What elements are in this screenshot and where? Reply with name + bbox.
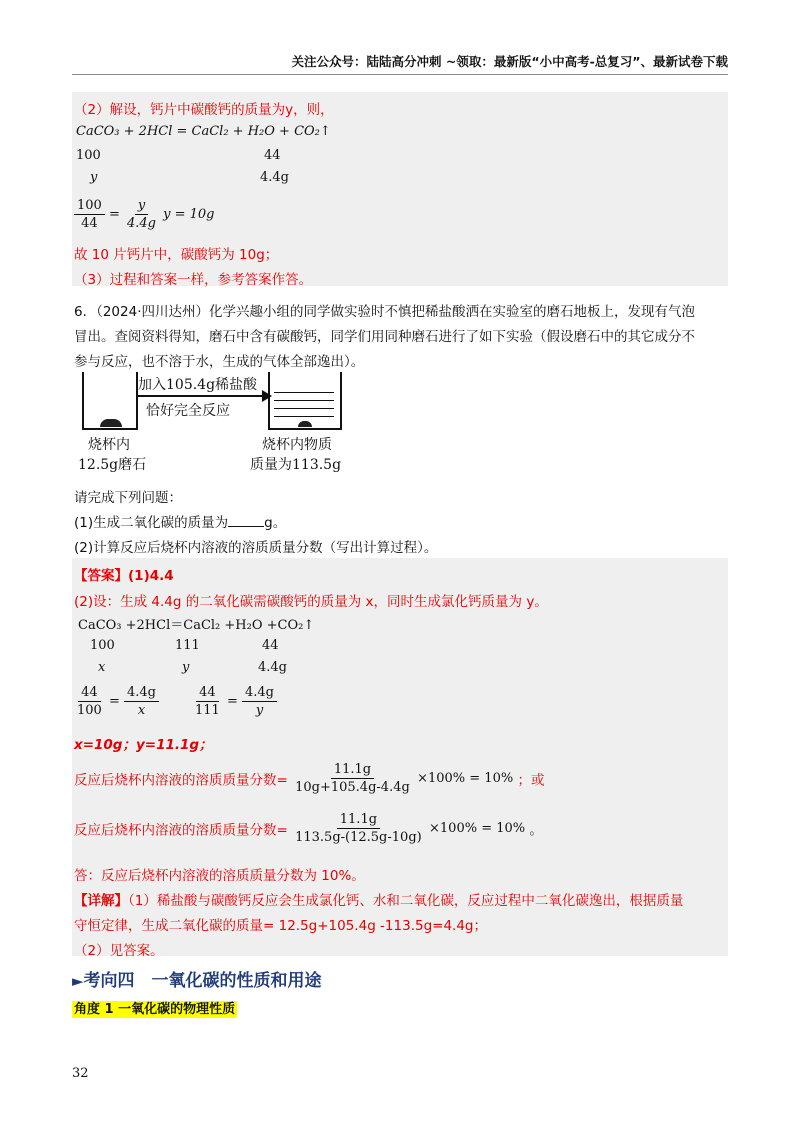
calc1-or: ；或 <box>517 772 545 789</box>
q6-prompt: 请完成下列问题： <box>74 490 182 506</box>
calc2-num: 11.1g <box>337 812 380 829</box>
subsection-heading <box>72 998 237 1017</box>
prev-result: y = 10g <box>163 207 215 222</box>
residue-pile <box>298 421 312 427</box>
answer-equation: CaCO₃ +2HCl＝CaCl₂ +H₂O +CO₂↑ <box>78 618 315 633</box>
ans-mass-100: 100 <box>90 638 115 653</box>
right-label-1: 烧杯内物质 <box>262 437 332 453</box>
ans-var-x: x <box>98 660 106 675</box>
ans-mass-44: 44 <box>262 638 279 653</box>
liquid-lines <box>274 388 334 418</box>
fd-den: y <box>255 703 264 718</box>
header-divider <box>72 74 728 75</box>
answer-line2: (2)设：生成 4.4g 的二氧化碳需碳酸钙的质量为 x，同时生成氯化钙质量为 y。 <box>74 594 548 610</box>
right-label-2: 质量为113.5g <box>250 457 342 473</box>
subsection-title: 角度 1 一氧化碳的物理性质 <box>74 1002 236 1017</box>
reaction-arrow <box>136 395 266 397</box>
page-number: 32 <box>72 1066 89 1081</box>
left-label-2: 12.5g磨石 <box>78 457 147 473</box>
detail-text1: （1）稀盐酸与碳酸钙反应会生成氯化钙、水和二氧化碳，反应过程中二氧化碳逸出，根据质量 <box>128 893 684 909</box>
calc1-fraction <box>292 762 413 795</box>
left-beaker <box>82 372 138 430</box>
q6-sub2: (2)计算反应后烧杯内溶液的溶质质量分数（写出计算过程）。 <box>74 540 438 556</box>
fc-den: 111 <box>195 703 220 718</box>
calc1-tail: ×100% = 10% <box>417 771 514 786</box>
q6-sub1 <box>74 511 286 531</box>
prev-equation: CaCO₃ + 2HCl = CaCl₂ + H₂O + CO₂↑ <box>76 124 331 139</box>
detail-line3: （2）见答案。 <box>74 943 164 959</box>
answer-final: 答：反应后烧杯内溶液的溶质质量分数为 10%。 <box>74 868 365 884</box>
fb-den: x <box>137 703 146 718</box>
calc1-num: 11.1g <box>331 762 374 779</box>
answer-tag: 【答案】 <box>74 568 128 584</box>
q6-line2: 冒出。查阅资料得知，磨石中含有碳酸钙，同学们用同种磨石进行了如下实验（假设磨石中的其它成分不 <box>74 329 695 345</box>
arrow-bottom-label: 恰好完全反应 <box>146 403 230 419</box>
ans-mass-111: 111 <box>175 638 200 653</box>
section-marker-icon: ► <box>72 972 84 990</box>
detail-line2: 守恒定律，生成二氧化碳的质量= 12.5g+105.4g -113.5g=4.4g； <box>74 918 487 934</box>
prev-frac1-den: 44 <box>81 216 98 231</box>
fb-num: 4.4g <box>124 685 159 702</box>
prev-mass-100: 100 <box>76 148 101 163</box>
fa-num: 44 <box>78 685 101 702</box>
prev-part2-line: （2）解设，钙片中碳酸钙的质量为y，则， <box>74 102 334 118</box>
experiment-diagram <box>74 370 374 480</box>
prev-var-y: y <box>90 170 98 185</box>
prev-part3: （3）过程和答案一样，参考答案作答。 <box>74 272 313 288</box>
prev-mass-44: 44 <box>264 148 281 163</box>
proportion-y: $\frac{44}{111}$ = $\frac{4.4g}{y}$ <box>192 685 277 718</box>
calc-line-2 <box>74 812 542 845</box>
prev-frac2-num: y <box>135 198 148 215</box>
detail-line1 <box>74 889 683 909</box>
calc-line-1 <box>74 762 545 795</box>
fd-num: 4.4g <box>242 685 277 702</box>
calc2-end: 。 <box>529 823 543 838</box>
marble-pile <box>100 419 122 427</box>
answer-blank <box>228 514 264 527</box>
section-title: 考向四 一氧化碳的性质和用途 <box>83 971 322 991</box>
prev-frac2-den: 4.4g <box>127 216 156 231</box>
calc2-fraction <box>292 812 425 845</box>
fc-num: 44 <box>196 685 219 702</box>
q6-sub1-after: g。 <box>264 515 287 531</box>
calc1-label: 反应后烧杯内溶液的溶质质量分数= <box>74 772 288 789</box>
prev-proportion: $\frac{100}{44}$ = $\frac{y}{4.4g}$ y = 10g <box>74 198 215 231</box>
q6-sub1-before: (1)生成二氧化碳的质量为 <box>74 515 229 531</box>
right-beaker <box>268 372 342 430</box>
left-label-1: 烧杯内 <box>88 437 130 453</box>
section-heading <box>72 966 322 991</box>
fa-den: 100 <box>77 703 102 718</box>
calc2-label: 反应后烧杯内溶液的溶质质量分数= <box>74 822 288 839</box>
prev-var-4.4g: 4.4g <box>260 170 289 185</box>
calc2-tail: ×100% = 10% <box>429 821 526 836</box>
calc2-den: 113.5g-(12.5g-10g) <box>295 830 422 845</box>
q6-line1: 6．（2024·四川达州）化学兴趣小组的同学做实验时不慎把稀盐酸洒在实验室的磨石地板上，发现有气泡 <box>74 304 695 320</box>
answer-part1: (1)4.4 <box>128 568 174 584</box>
page-header: 关注公众号：陆陆高分冲刺 ~领取：最新版“小中高考-总复习”、最新试卷下载 <box>291 54 728 69</box>
ans-var-4.4g: 4.4g <box>258 660 287 675</box>
proportion-x: $\frac{44}{100}$ = $\frac{4.4g}{x}$ <box>74 685 159 718</box>
prev-frac1-num: 100 <box>74 198 105 215</box>
answer-values: x=10g；y=11.1g； <box>74 737 213 753</box>
answer-line1 <box>74 564 174 584</box>
detail-tag: 【详解】 <box>74 893 128 909</box>
q6-line3: 参与反应，也不溶于水，生成的气体全部逸出）。 <box>74 354 365 370</box>
arrow-top-label: 加入105.4g稀盐酸 <box>138 377 258 393</box>
prev-conclusion: 故 10 片钙片中，碳酸钙为 10g； <box>74 247 279 263</box>
calc1-den: 10g+105.4g-4.4g <box>295 780 410 795</box>
ans-var-y: y <box>182 660 190 675</box>
